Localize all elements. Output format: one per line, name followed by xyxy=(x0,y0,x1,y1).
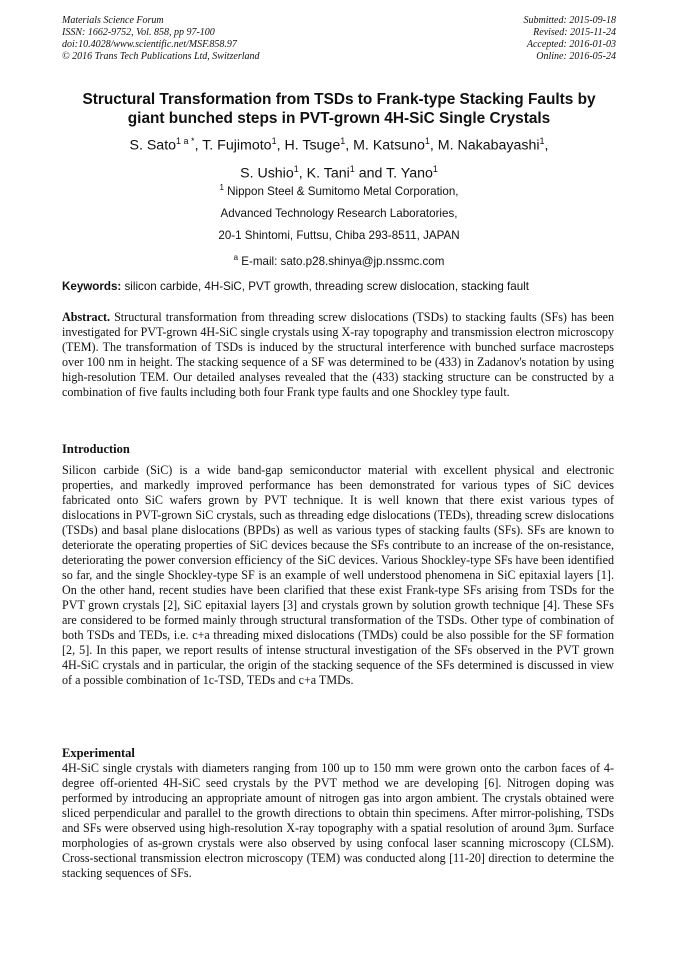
author-sato: S. Sato xyxy=(129,137,177,154)
title-line-2: giant bunched steps in PVT-grown 4H-SiC Single Crystals xyxy=(127,110,551,127)
author-sup: 1 xyxy=(349,163,355,174)
author-sup: 1 xyxy=(432,163,438,174)
journal-name: Materials Science Forum xyxy=(62,15,164,26)
keywords-text: silicon carbide, 4H-SiC, PVT growth, threading screw dislocation, stacking fault xyxy=(121,280,529,293)
author-ushio: S. Ushio xyxy=(240,165,294,182)
author-tsuge: , H. Tsuge xyxy=(276,137,341,154)
affiliation-address: 20-1 Shintomi, Futtsu, Chiba 293-8511, JAPAN xyxy=(218,228,460,242)
introduction-paragraph: Silicon carbide (SiC) is a wide band-gap semiconductor material with excellent physical and electronic properties, and markedly improved performance has been demonstrated for various types of SiC devices fabricated onto SiC wafers grown by PVT technique. It is well known that there exist various types of dislocations in PVT-grown SiC crystals, such as threading edge dislocations (TEDs), threading screw dislocations (TSDs) and basal plane dislocations (BPDs) as well as various types of stacking faults (SFs). SFs are known to deteriorate the operating properties of SiC devices because the SFs contribute to an increase of the on-resistance, deteriorating the power conversion efficiency of the SiC devices. Various Shockley-type SFs have been identified so far, and the single Shockley-type SF is an example of well understood phenomena in SiC epitaxial layers [1]. On the other hand, recent studies have been clarified that these exist Frank-type SFs arising from TSDs for the PVT grown crystals [2], SiC epitaxial layers [3] and crystals grown by solution growth technique [4]. These SFs are considered to be formed mainly through structural transformation of the TSDs. Other type of combination of both TSDs and TEDs, i.e. c+a threading mixed dislocations (TMDs) could be also possible for the SF formation [2, 5]. In this paper, we report results of intense structural investigation of the SFs observed in the PVT grown 4H-SiC crystals and in particular, the origin of the stacking sequence of the SFs determined is discussed in view of a possible combination of 1c-TSD, TEDs and c+a TMDs. xyxy=(62,463,614,687)
keywords xyxy=(62,280,622,294)
date-online: Online: 2016-05-24 xyxy=(536,51,616,62)
author-line-1 xyxy=(50,130,628,158)
journal-info xyxy=(62,15,362,63)
email-sup: a xyxy=(233,252,239,262)
abstract-text: Structural transformation from threading screw dislocations (TSDs) to stacking faults (SFs) has been investigated for PVT-grown 4H-SiC single crystals using X-ray topography and transmission electron microscopy (TEM). The transformation of TSDs is induced by the structural interference with bunched surface macrosteps over 100 nm in height. The stacking sequence of a SF was determined to be (433) in Zadanov's notation by using high-resolution TEM. Our detailed analyses revealed that the (433) stacking structure can be constructed by a combination of five faults including both four Frank type faults and one Shockley type fault. xyxy=(62,310,614,399)
author-sup: 1 a * xyxy=(176,136,195,146)
author-comma: , xyxy=(544,137,549,154)
author-yano: and T. Yano xyxy=(354,165,433,182)
paper-title xyxy=(50,90,628,128)
journal-issn: ISSN: 1662-9752, Vol. 858, pp 97-100 xyxy=(62,27,215,38)
author-katsuno: , M. Katsuno xyxy=(345,137,425,154)
experimental-heading: Experimental xyxy=(62,746,135,760)
introduction-heading: Introduction xyxy=(62,442,130,456)
affiliation-email-line xyxy=(50,247,628,273)
author-sup: 1 xyxy=(539,136,545,146)
abstract-label: Abstract. xyxy=(62,310,111,324)
affiliation-block xyxy=(50,177,628,273)
keywords-label: Keywords: xyxy=(62,280,122,293)
affiliation-sup: 1 xyxy=(219,183,224,192)
date-submitted: Submitted: 2015-09-18 xyxy=(523,15,616,26)
journal-copyright: © 2016 Trans Tech Publications Ltd, Switzerland xyxy=(62,51,260,62)
date-accepted: Accepted: 2016-01-03 xyxy=(526,39,616,50)
affiliation-lab: Advanced Technology Research Laboratories, xyxy=(220,206,458,220)
abstract xyxy=(62,310,614,400)
submission-dates xyxy=(356,15,616,63)
author-sup: 1 xyxy=(293,163,299,174)
author-fujimoto: , T. Fujimoto xyxy=(194,137,272,154)
author-sup: 1 xyxy=(271,136,277,146)
author-sup: 1 xyxy=(424,136,430,146)
experimental-paragraph: 4H-SiC single crystals with diameters ranging from 100 up to 150 mm were grown onto the carbon faces of 4-degree off-oriented 4H-SiC seed crystals by the PVT method we are developing [6]. Nitrogen doping was performed by introducing an appropriate amount of nitrogen gas into argon ambient. The crystals obtained were sliced perpendicular and parallel to the growth directions to obtain thin specimens. After mirror-polishing, TSDs and SFs were observed using high-resolution X-ray topography with a spatial resolution of around 3μm. Surface morphologies of as-grown crystals were also observed by using confocal laser scanning microscopy (CLSM). Cross-sectional transmission electron microscopy (TEM) was conducted along [11-20] direction to determine the stacking sequences of SFs. xyxy=(62,761,614,880)
affiliation-org-line xyxy=(50,177,628,203)
author-sup: 1 xyxy=(340,136,346,146)
author-nakabayashi: , M. Nakabayashi xyxy=(429,137,540,154)
journal-doi: doi:10.4028/www.scientific.net/MSF.858.97 xyxy=(62,39,237,50)
author-tani: , K. Tani xyxy=(298,165,350,182)
date-revised: Revised: 2015-11-24 xyxy=(533,27,616,38)
title-line-1: Structural Transformation from TSDs to Frank-type Stacking Faults by xyxy=(82,91,596,108)
affiliation-email: E-mail: sato.p28.shinya@jp.nssmc.com xyxy=(238,254,445,268)
affiliation-org: Nippon Steel & Sumitomo Metal Corporation, xyxy=(223,184,459,198)
